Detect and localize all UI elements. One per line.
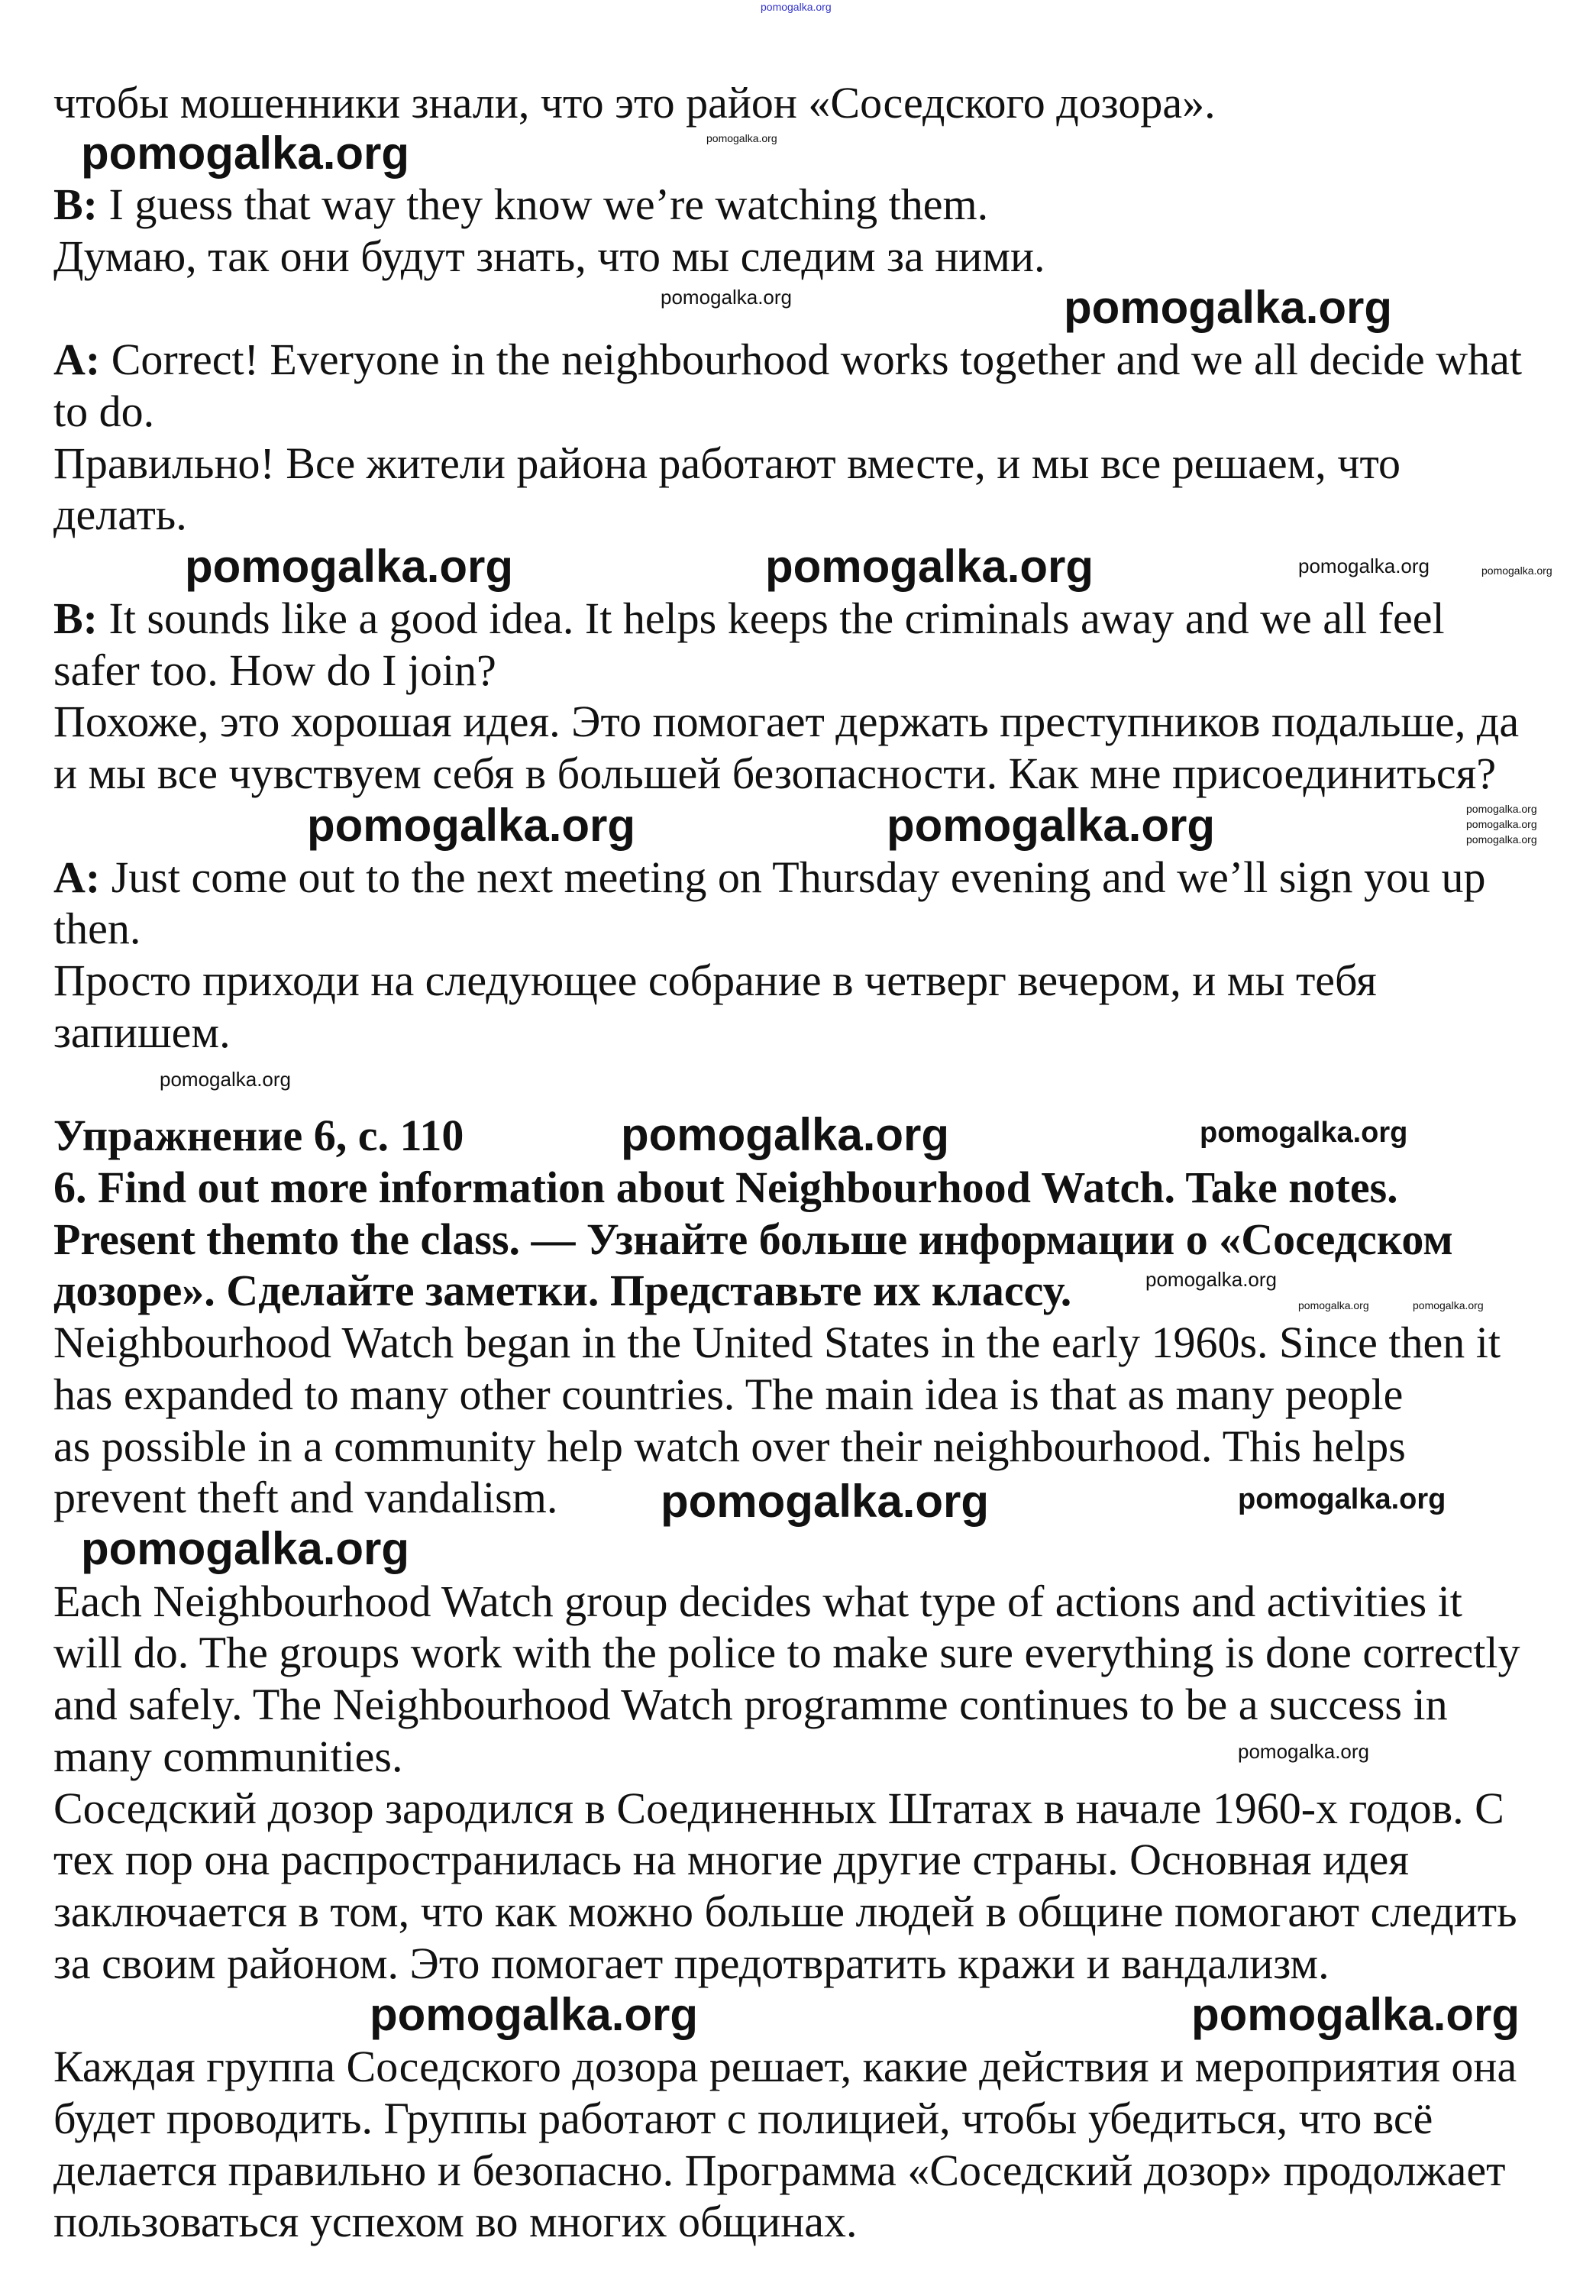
- dialog-text: Just come out to the next meeting on Thursday evening and we’ll sign you up: [100, 852, 1486, 902]
- watermark: pomogalka.org: [887, 800, 1216, 851]
- body-line: prevent theft and vandalism.: [53, 1473, 558, 1522]
- dialog-text: Correct! Everyone in the neighbourhood works together and we all decide what: [100, 335, 1523, 384]
- watermark: pomogalka.org: [1466, 833, 1537, 846]
- dialog-line: чтобы мошенники знали, что это район «Соседского дозора».: [53, 78, 1216, 128]
- dialog-line: делать.: [53, 490, 187, 539]
- watermark: pomogalka.org: [1298, 555, 1430, 577]
- body-line: за своим районом. Это помогает предотвратить кражи и вандализм.: [53, 1939, 1329, 1988]
- dialog-line: [53, 334, 1522, 386]
- task-line: Present themto the class. — Узнайте больше информации о «Соседском: [53, 1214, 1453, 1264]
- body-line: Neighbourhood Watch began in the United States in the early 1960s. Since then it: [53, 1318, 1501, 1367]
- body-line: делается правильно и безопасно. Программа «Соседский дозор» продолжает: [53, 2146, 1506, 2195]
- watermark: pomogalka.org: [1191, 1989, 1520, 2040]
- dialog-line: then.: [53, 904, 141, 953]
- watermark: pomogalka.org: [307, 800, 636, 851]
- watermark: pomogalka.org: [765, 541, 1094, 592]
- body-line: has expanded to many other countries. The main idea is that as many people: [53, 1370, 1404, 1419]
- body-line: Соседский дозор зародился в Соединенных Штатах в начале 1960-х годов. С: [53, 1783, 1504, 1833]
- watermark: pomogalka.org: [1298, 1299, 1369, 1311]
- speaker-label: B:: [53, 179, 98, 229]
- body-line: as possible in a community help watch over their neighbourhood. This helps: [53, 1421, 1406, 1471]
- watermark: pomogalka.org: [661, 1476, 990, 1527]
- dialog-line: Похоже, это хорошая идея. Это помогает держать преступников подальше, да: [53, 697, 1520, 746]
- body-line: тех пор она распространилась на многие другие страны. Основная идея: [53, 1835, 1410, 1884]
- body-line: and safely. The Neighbourhood Watch programme continues to be a success in: [53, 1680, 1448, 1729]
- dialog-text: It sounds like a good idea. It helps keeps the criminals away and we all feel: [98, 593, 1445, 643]
- dialog-line: и мы все чувствуем себя в большей безопасности. Как мне присоединиться?: [53, 749, 1497, 798]
- body-line: Каждая группа Соседского дозора решает, какие действия и мероприятия она: [53, 2042, 1517, 2091]
- dialog-line: to do.: [53, 386, 155, 436]
- body-line: будет проводить. Группы работают с полицией, чтобы убедиться, что всё: [53, 2094, 1433, 2143]
- watermark: pomogalka.org: [1238, 1483, 1446, 1515]
- watermark: pomogalka.org: [706, 132, 777, 144]
- speaker-label: B:: [53, 593, 98, 643]
- body-line: пользоваться успехом во многих общинах.: [53, 2197, 858, 2246]
- dialog-line: Просто приходи на следующее собрание в четверг вечером, и мы тебя: [53, 956, 1377, 1005]
- body-line: will do. The groups work with the police to make sure everything is done correctly: [53, 1628, 1520, 1677]
- speaker-label: A:: [53, 335, 101, 384]
- watermark: pomogalka.org: [1466, 803, 1537, 815]
- watermark: pomogalka.org: [1200, 1117, 1408, 1149]
- watermark: pomogalka.org: [621, 1109, 950, 1160]
- watermark: pomogalka.org: [1064, 282, 1393, 333]
- dialog-line: Правильно! Все жители района работают вместе, и мы все решаем, что: [53, 438, 1401, 488]
- task-line: дозоре». Сделайте заметки. Представьте их классу.: [53, 1266, 1072, 1315]
- watermark: pomogalka.org: [185, 541, 514, 592]
- watermark: pomogalka.org: [761, 1, 832, 13]
- dialog-line: [53, 179, 988, 231]
- body-line: заключается в том, что как можно больше людей в общине помогают следить: [53, 1887, 1517, 1936]
- body-line: Each Neighbourhood Watch group decides what type of actions and activities it: [53, 1576, 1462, 1626]
- watermark: pomogalka.org: [1413, 1299, 1484, 1311]
- watermark: pomogalka.org: [1145, 1268, 1277, 1291]
- watermark: pomogalka.org: [81, 1523, 410, 1574]
- watermark: pomogalka.org: [1466, 818, 1537, 830]
- body-line: many communities.: [53, 1732, 403, 1781]
- dialog-line: [53, 593, 1445, 645]
- speaker-label: A:: [53, 852, 101, 902]
- watermark: pomogalka.org: [370, 1989, 699, 2040]
- dialog-line: safer too. How do I join?: [53, 645, 496, 695]
- dialog-line: Думаю, так они будут знать, что мы следим за ними.: [53, 231, 1045, 281]
- dialog-line: запишем.: [53, 1007, 231, 1057]
- watermark: pomogalka.org: [160, 1068, 291, 1091]
- task-line: 6. Find out more information about Neighbourhood Watch. Take notes.: [53, 1163, 1398, 1212]
- exercise-heading: Упражнение 6, с. 110: [53, 1111, 464, 1160]
- dialog-line: [53, 852, 1486, 904]
- watermark: pomogalka.org: [1238, 1740, 1369, 1763]
- dialog-text: I guess that way they know we’re watching them.: [98, 179, 989, 229]
- watermark: pomogalka.org: [1481, 564, 1552, 577]
- watermark: pomogalka.org: [661, 286, 792, 309]
- watermark: pomogalka.org: [81, 128, 410, 179]
